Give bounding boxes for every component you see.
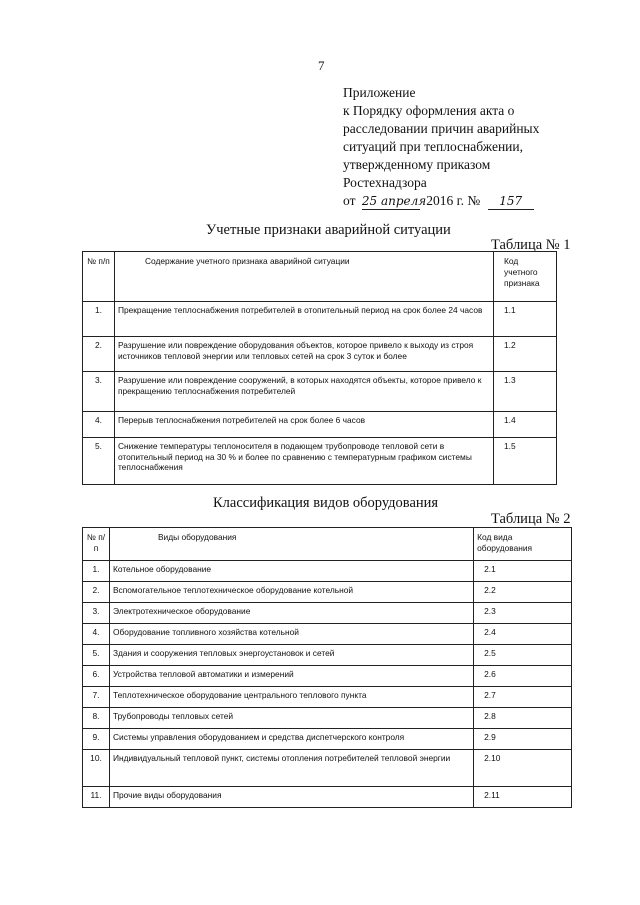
row-text: Системы управления оборудованием и средства диспетчерского контроля: [109, 729, 473, 750]
row-num: 10.: [83, 750, 110, 787]
row-code: 2.8: [474, 708, 572, 729]
row-text: Вспомогательное теплотехническое оборудование котельной: [109, 582, 473, 603]
header-num: № п/п: [83, 528, 110, 561]
table-row: [83, 561, 572, 582]
row-code: 2.3: [474, 603, 572, 624]
row-num: 1.: [83, 302, 115, 337]
row-text: Электротехническое оборудование: [109, 603, 473, 624]
appendix-line: Ростехнадзора: [343, 175, 427, 190]
row-code: 2.2: [474, 582, 572, 603]
appendix-line: расследовании причин аварийных: [343, 121, 540, 136]
row-text: Перерыв теплоснабжения потребителей на срок более 6 часов: [114, 412, 493, 438]
table-row: [83, 582, 572, 603]
table-accident-signs: [82, 251, 557, 485]
row-code: 2.7: [474, 687, 572, 708]
appendix-header: [343, 84, 603, 210]
row-text: Котельное оборудование: [109, 561, 473, 582]
table2-caption: Таблица № 2: [491, 511, 571, 527]
header-code: Код вида оборудования: [474, 528, 572, 561]
table-row: [83, 412, 557, 438]
table1-caption: Таблица № 1: [491, 237, 571, 253]
table-row: [83, 337, 557, 372]
appendix-line: утвержденному приказом: [343, 157, 491, 172]
row-code: 1.3: [494, 372, 557, 412]
row-code: 2.1: [474, 561, 572, 582]
handwritten-date: 25 апреля: [361, 194, 427, 208]
row-code: 2.11: [474, 787, 572, 808]
table-header-row: [83, 528, 572, 561]
date-year: 2016 г. №: [426, 193, 481, 208]
row-num: 4.: [83, 624, 110, 645]
approval-date-line: [343, 192, 603, 210]
row-text: Трубопроводы тепловых сетей: [109, 708, 473, 729]
row-num: 2.: [83, 582, 110, 603]
row-text: Прекращение теплоснабжения потребителей в отопительный период на срок более 24 часов: [114, 302, 493, 337]
row-code: 1.1: [494, 302, 557, 337]
row-num: 9.: [83, 729, 110, 750]
appendix-line: ситуаций при теплоснабжении,: [343, 139, 523, 154]
row-num: 3.: [83, 603, 110, 624]
row-num: 3.: [83, 372, 115, 412]
row-code: 2.4: [474, 624, 572, 645]
table-row: [83, 302, 557, 337]
table-row: [83, 624, 572, 645]
row-num: 5.: [83, 645, 110, 666]
header-num: № п/п: [83, 252, 115, 302]
table-row: [83, 438, 557, 485]
row-text: Индивидуальный тепловой пункт, системы отопления потребителей тепловой энергии: [109, 750, 473, 787]
appendix-line: Приложение: [343, 85, 416, 100]
row-num: 8.: [83, 708, 110, 729]
table1-title: Учетные признаки аварийной ситуации: [206, 222, 451, 238]
table-row: [83, 750, 572, 787]
table-row: [83, 729, 572, 750]
row-text: Прочие виды оборудования: [109, 787, 473, 808]
row-text: Здания и сооружения тепловых энергоустановок и сетей: [109, 645, 473, 666]
table-row: [83, 603, 572, 624]
row-num: 7.: [83, 687, 110, 708]
row-num: 4.: [83, 412, 115, 438]
row-num: 1.: [83, 561, 110, 582]
header-content: Виды оборудования: [109, 528, 473, 561]
table-row: [83, 666, 572, 687]
row-code: 2.6: [474, 666, 572, 687]
table-row: [83, 687, 572, 708]
table-equipment-types: [82, 527, 572, 808]
row-code: 2.5: [474, 645, 572, 666]
row-code: 2.9: [474, 729, 572, 750]
row-text: Разрушение или повреждение оборудования объектов, которое привело к выходу из строя источников тепловой энергии или тепловых сетей на срок 3 суток и более: [114, 337, 493, 372]
row-code: 1.5: [494, 438, 557, 485]
table-row: [83, 372, 557, 412]
row-text: Оборудование топливного хозяйства котельной: [109, 624, 473, 645]
row-code: 2.10: [474, 750, 572, 787]
handwritten-order-number: 157: [488, 194, 534, 210]
row-num: 2.: [83, 337, 115, 372]
row-code: 1.2: [494, 337, 557, 372]
row-text: Снижение температуры теплоносителя в подающем трубопроводе тепловой сети в отопительный период на 30 % и более по сравнению с температурным графиком системы теплоснабжения: [114, 438, 493, 485]
date-prefix: от: [343, 193, 356, 208]
row-text: Устройства тепловой автоматики и измерений: [109, 666, 473, 687]
row-code: 1.4: [494, 412, 557, 438]
row-num: 5.: [83, 438, 115, 485]
header-content: Содержание учетного признака аварийной ситуации: [114, 252, 493, 302]
header-code: Код учетного признака: [494, 252, 557, 302]
row-num: 6.: [83, 666, 110, 687]
table-row: [83, 787, 572, 808]
table2-title: Классификация видов оборудования: [213, 495, 439, 511]
table-header-row: [83, 252, 557, 302]
row-text: Теплотехническое оборудование центрального теплового пункта: [109, 687, 473, 708]
table-row: [83, 645, 572, 666]
table-row: [83, 708, 572, 729]
row-text: Разрушение или повреждение сооружений, в которых находятся объекты, которое привело к прекращению теплоснабжения потребителей: [114, 372, 493, 412]
page-number: 7: [318, 58, 325, 73]
row-num: 11.: [83, 787, 110, 808]
appendix-line: к Порядку оформления акта о: [343, 103, 515, 118]
